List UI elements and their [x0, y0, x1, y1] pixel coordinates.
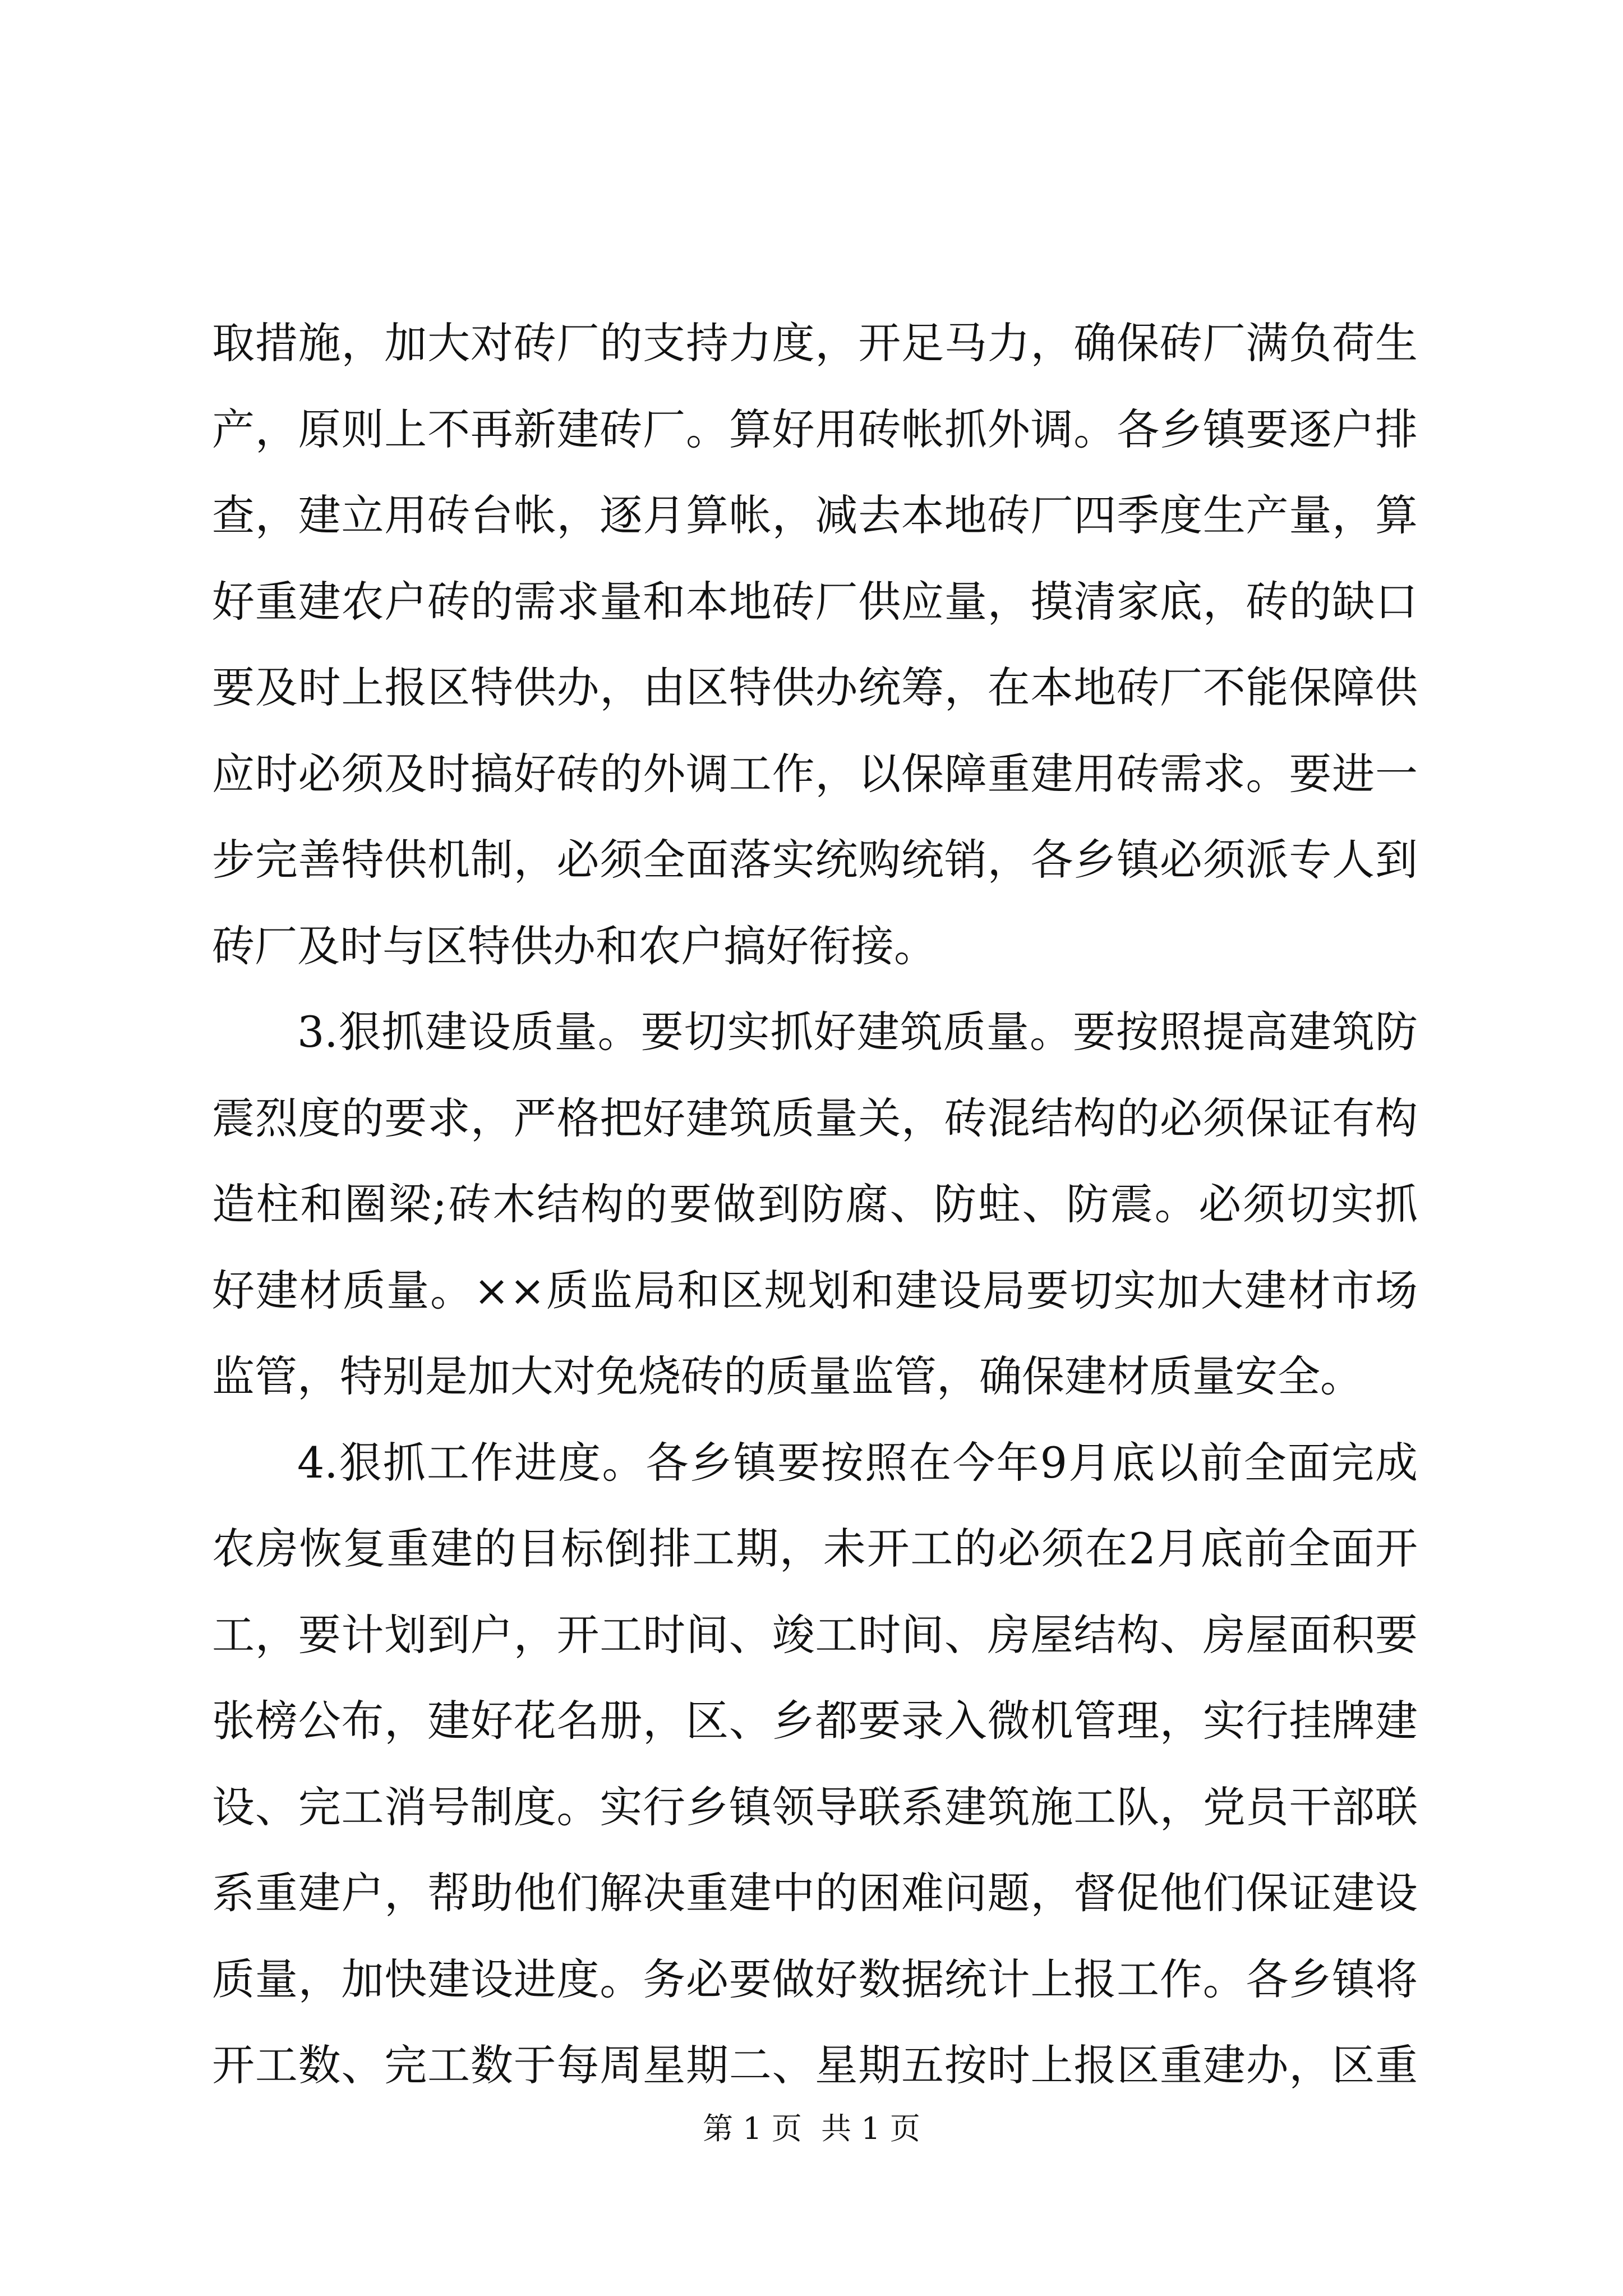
text-line: 应时必须及时搞好砖的外调工作，以保障重建用砖需求。要进一 — [212, 748, 1418, 799]
text-line: 系重建户，帮助他们解决重建中的困难问题，督促他们保证建设 — [212, 1868, 1418, 1918]
text-line: 设、完工消号制度。实行乡镇领导联系建筑施工队，党员干部联 — [212, 1782, 1418, 1832]
text-line: 农房恢复重建的目标倒排工期，未开工的必须在2月底前全面开 — [212, 1524, 1418, 1573]
text-line: 造柱和圈梁;砖木结构的要做到防腐、防蛀、防震。必须切实抓 — [212, 1179, 1418, 1229]
text-line: 好建材质量。××质监局和区规划和建设局要切实加大建材市场 — [212, 1265, 1418, 1315]
text-line: 砖厂及时与区特供办和农户搞好衔接。 — [212, 921, 937, 971]
document-body — [212, 300, 1418, 2109]
text-line: 步完善特供机制，必须全面落实统购统销，各乡镇必须派专人到 — [212, 835, 1418, 885]
text-line: 震烈度的要求，严格把好建筑质量关，砖混结构的必须保证有构 — [212, 1093, 1418, 1143]
paragraph-work-progress — [212, 1420, 1418, 2109]
paragraph-construction-quality — [212, 989, 1418, 1420]
text-line: 产，原则上不再新建砖厂。算好用砖帐抓外调。各乡镇要逐户排 — [212, 404, 1418, 454]
text-line: 开工数、完工数于每周星期二、星期五按时上报区重建办，区重 — [212, 2040, 1418, 2090]
text-line: 张榜公布，建好花名册，区、乡都要录入微机管理，实行挂牌建 — [212, 1696, 1418, 1746]
paragraph-brick-supply — [212, 300, 1418, 989]
text-line: 质量，加快建设进度。务必要做好数据统计上报工作。各乡镇将 — [212, 1954, 1418, 2004]
text-line: 4.狠抓工作进度。各乡镇要按照在今年9月底以前全面完成 — [297, 1437, 1418, 1488]
text-line: 好重建农户砖的需求量和本地砖厂供应量，摸清家底，砖的缺口 — [212, 576, 1418, 627]
text-line: 3.狠抓建设质量。要切实抓好建筑质量。要按照提高建筑防 — [297, 1007, 1418, 1057]
text-line: 工，要计划到户，开工时间、竣工时间、房屋结构、房屋面积要 — [212, 1609, 1418, 1660]
page-number-footer: 第 1 页 共 1 页 — [703, 2111, 920, 2146]
text-line: 查，建立用砖台帐，逐月算帐，减去本地砖厂四季度生产量，算 — [212, 490, 1418, 540]
text-line: 要及时上报区特供办，由区特供办统筹，在本地砖厂不能保障供 — [212, 662, 1418, 712]
text-line: 监管，特别是加大对免烧砖的质量监管，确保建材质量安全。 — [212, 1351, 1363, 1401]
text-line: 取措施，加大对砖厂的支持力度，开足马力，确保砖厂满负荷生 — [212, 318, 1418, 368]
